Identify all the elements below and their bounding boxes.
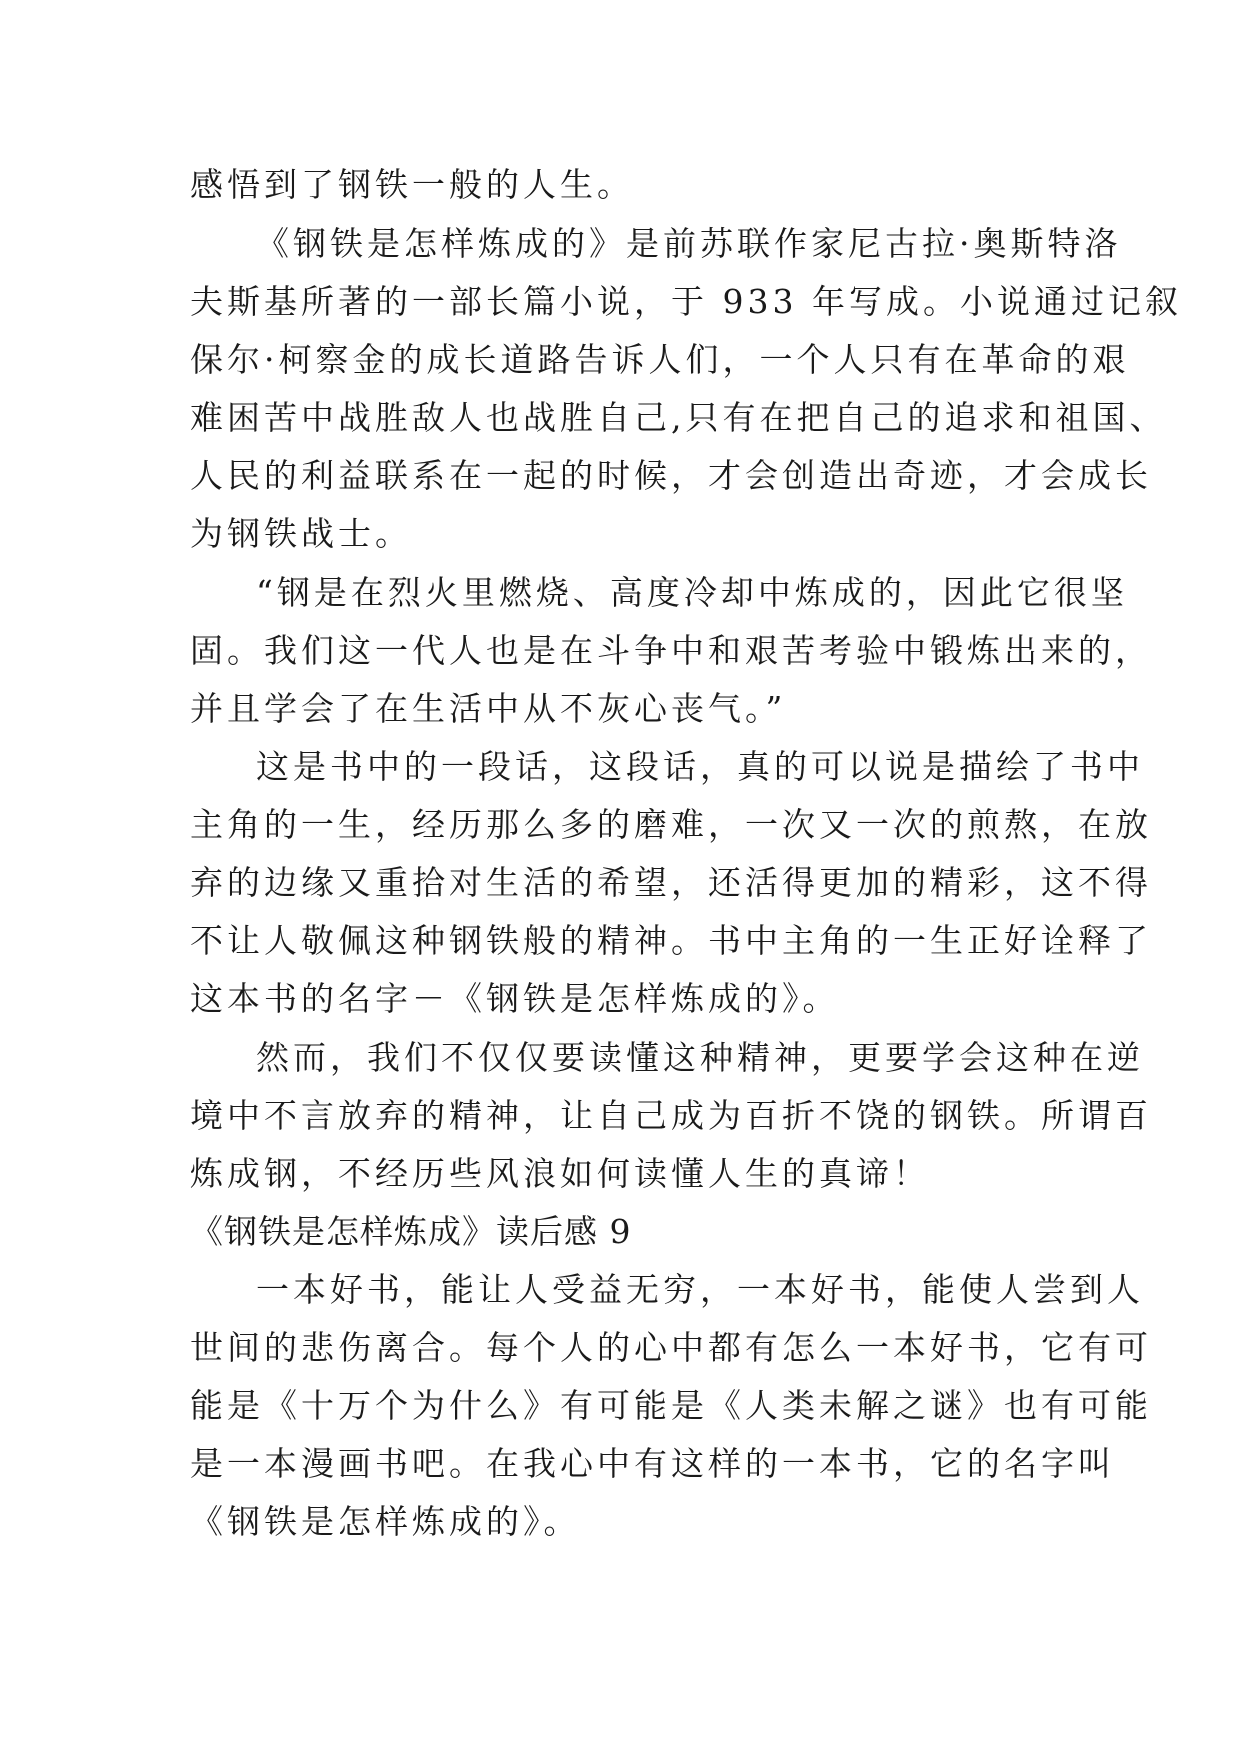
- paragraph-line: 为钢铁战士。: [190, 514, 412, 553]
- paragraph-line: 夫斯基所著的一部长篇小说，于 933 年写成。小说通过记叙: [190, 282, 1182, 321]
- paragraph-line: 一本好书，能让人受益无穷，一本好书，能使人尝到人: [256, 1270, 1144, 1309]
- paragraph-line: 这是书中的一段话，这段话，真的可以说是描绘了书中: [256, 747, 1144, 786]
- paragraph-line: 世间的悲伤离合。每个人的心中都有怎么一本好书，它有可: [190, 1328, 1152, 1367]
- paragraph-line: 能是《十万个为什么》有可能是《人类未解之谜》也有可能: [190, 1386, 1152, 1425]
- section-heading: 《钢铁是怎样炼成》读后感 9: [190, 1212, 632, 1251]
- paragraph-line: 保尔·柯察金的成长道路告诉人们，一个人只有在革命的艰: [190, 340, 1130, 379]
- paragraph-line: 是一本漫画书吧。在我心中有这样的一本书，它的名字叫: [190, 1444, 1115, 1483]
- paragraph-line: 不让人敬佩这种钢铁般的精神。书中主角的一生正好诠释了: [190, 921, 1152, 960]
- paragraph-line: 主角的一生，经历那么多的磨难，一次又一次的煎熬，在放: [190, 805, 1152, 844]
- paragraph-line: 这本书的名字－《钢铁是怎样炼成的》。: [190, 979, 840, 1018]
- quote-line: “钢是在烈火里燃烧、高度冷却中炼成的，因此它很坚: [256, 573, 1128, 612]
- paragraph-line: 弃的边缘又重拾对生活的希望，还活得更加的精彩，这不得: [190, 863, 1152, 902]
- quote-line: 固。我们这一代人也是在斗争中和艰苦考验中锻炼出来的，: [190, 631, 1152, 670]
- paragraph-line: 人民的利益联系在一起的时候，才会创造出奇迹，才会成长: [190, 456, 1152, 495]
- paragraph-line: 感悟到了钢铁一般的人生。: [190, 165, 634, 204]
- quote-line: 并且学会了在生活中从不灰心丧气。”: [190, 689, 787, 728]
- paragraph-line: 《钢铁是怎样炼成的》是前苏联作家尼古拉·奥斯特洛: [256, 224, 1122, 263]
- paragraph-line: 然而，我们不仅仅要读懂这种精神，更要学会这种在逆: [256, 1038, 1144, 1077]
- paragraph-line: 《钢铁是怎样炼成的》。: [190, 1502, 581, 1541]
- paragraph-line: 炼成钢，不经历些风浪如何读懂人生的真谛！: [190, 1154, 930, 1193]
- paragraph-line: 难困苦中战胜敌人也战胜自己,只有在把自己的追求和祖国、: [190, 398, 1167, 437]
- paragraph-line: 境中不言放弃的精神，让自己成为百折不饶的钢铁。所谓百: [190, 1096, 1152, 1135]
